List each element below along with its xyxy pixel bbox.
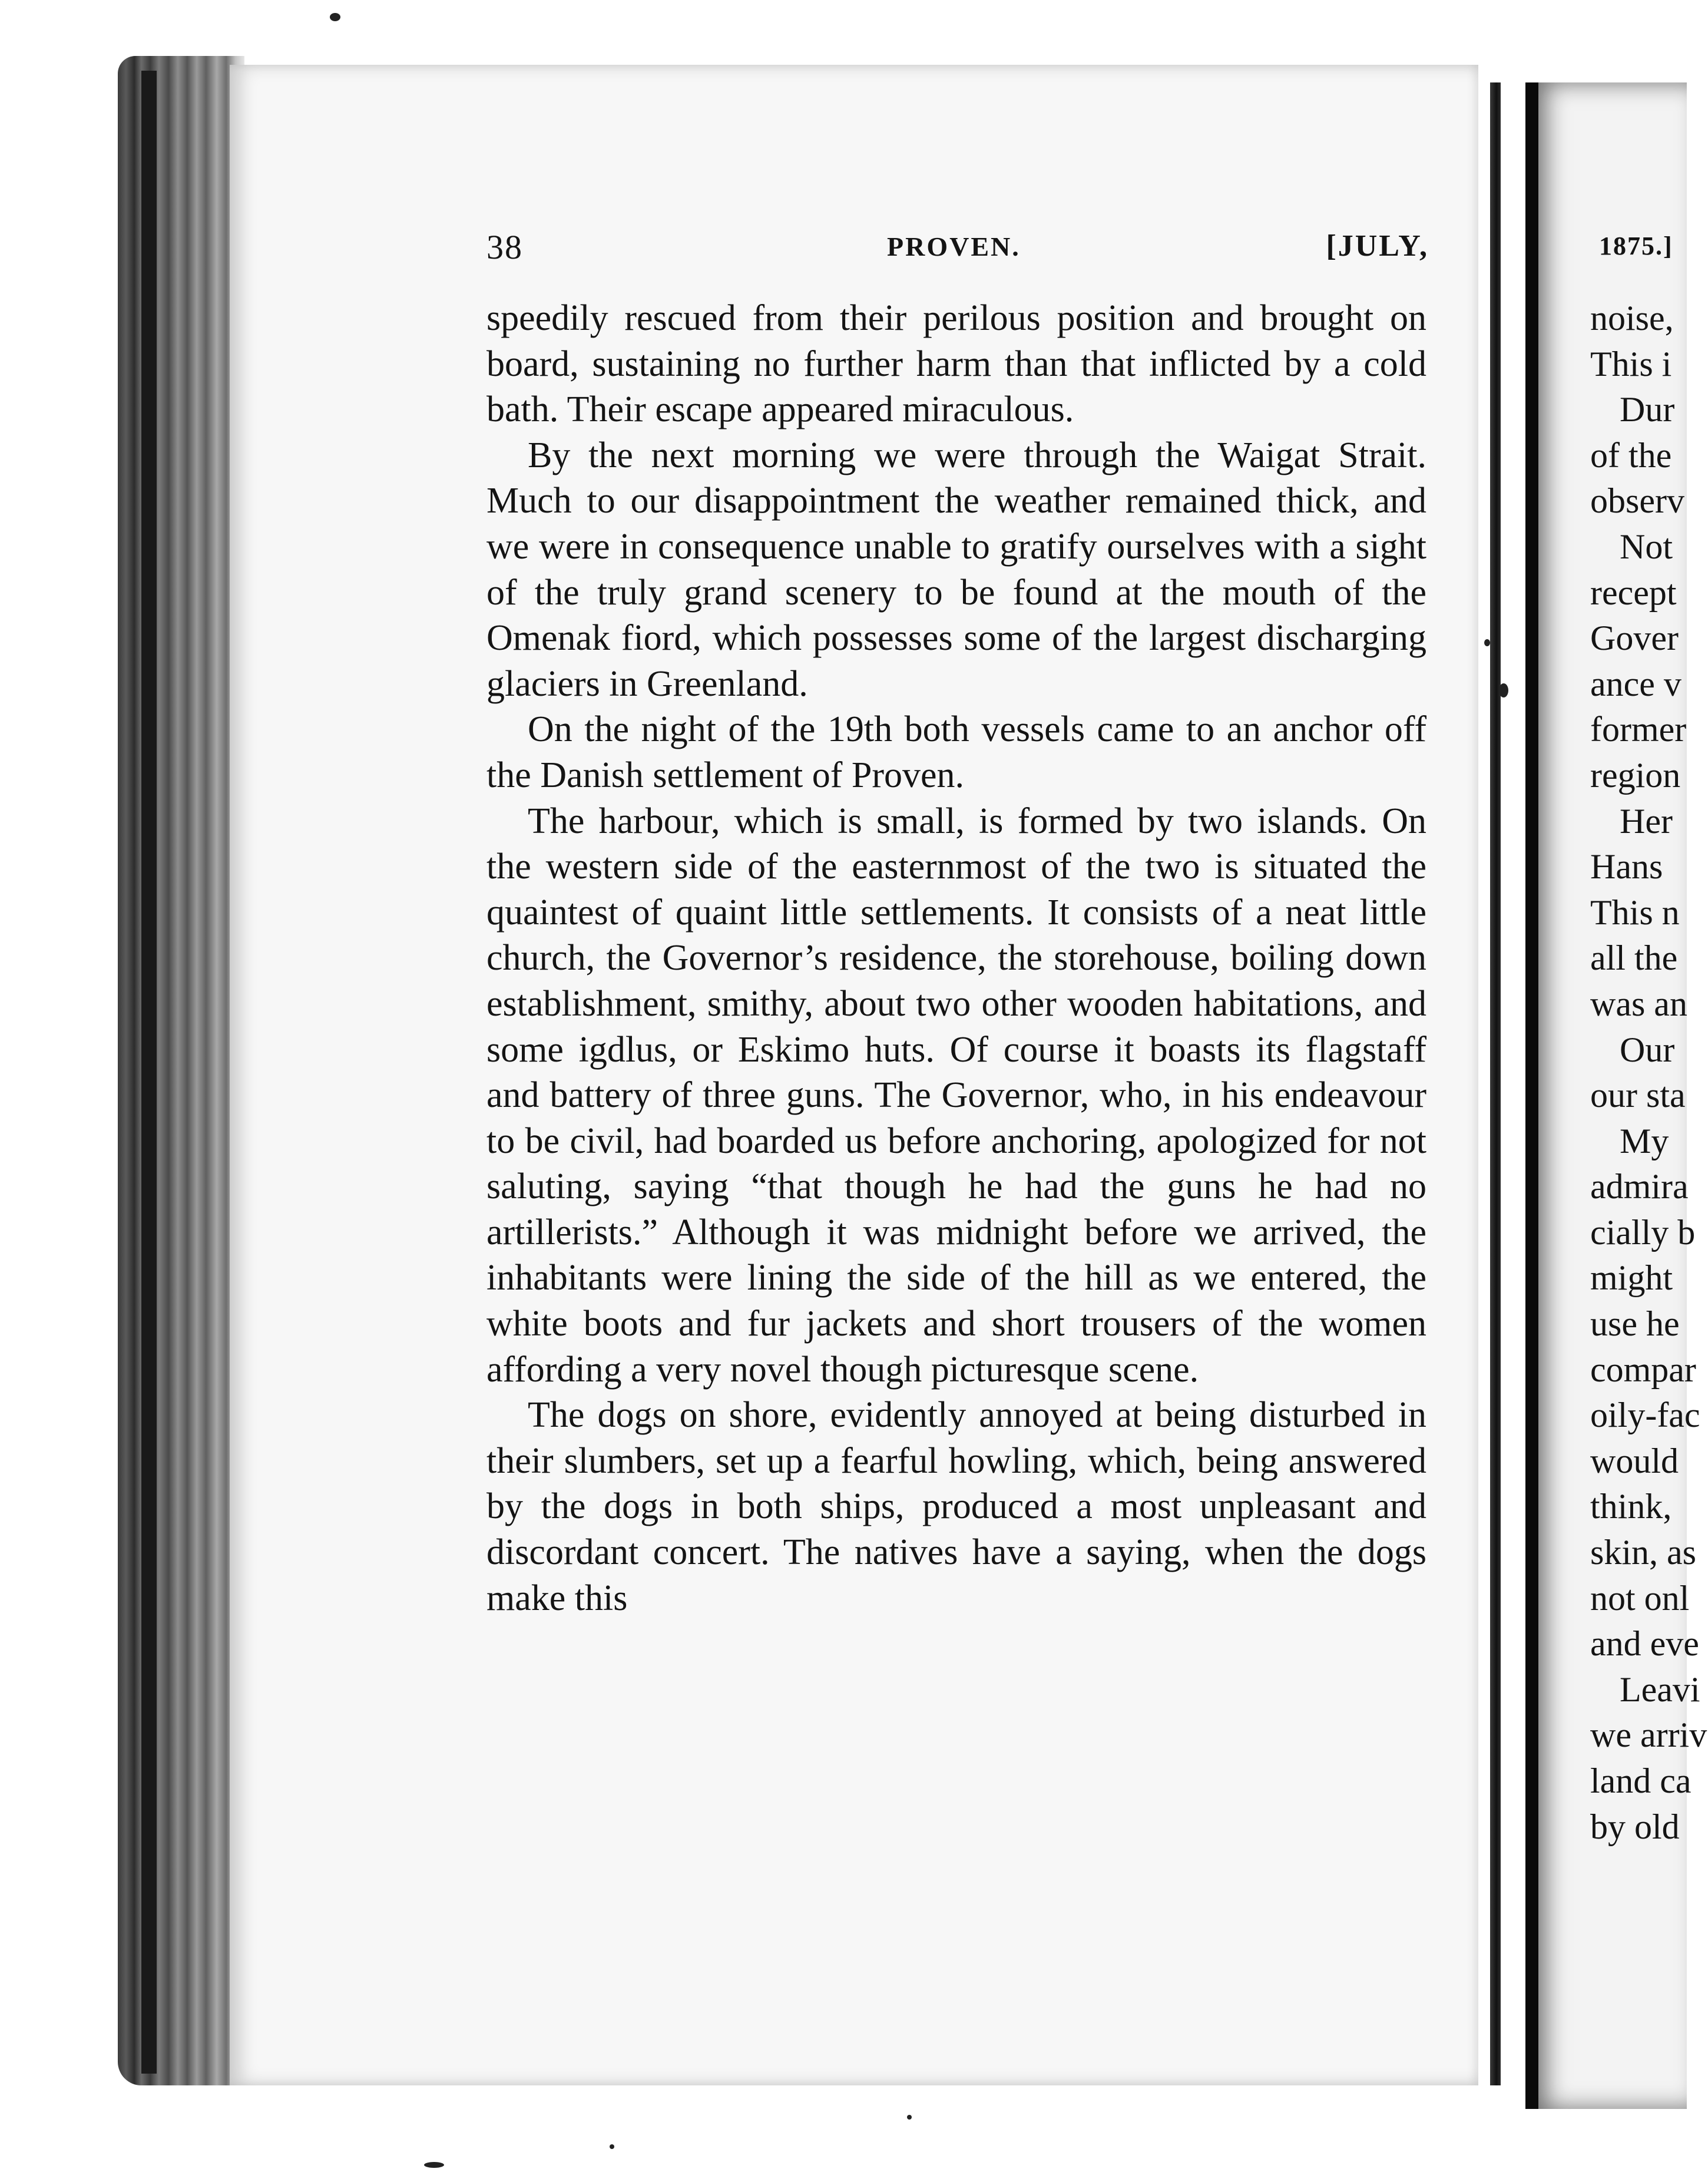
text-line: cially b [1590, 1212, 1696, 1252]
page-stack-shadow [141, 71, 157, 2074]
body-text [486, 296, 1426, 1621]
text-line: This n [1590, 892, 1680, 932]
text-line: Our [1620, 1030, 1675, 1069]
paragraph: By the next morning we were through the Waigat Strait. Much to our disappointment the weather remained thick, and we were in consequence unable to gratify ourselves with a sight of the truly grand scenery to be found at the mouth of the Omenak fiord, which possesses some of the largest discharging glaciers in Greenland. [486, 435, 1426, 704]
text-line: skin, as [1590, 1533, 1696, 1572]
text-line: ance v [1590, 664, 1681, 703]
text-line: was an [1590, 984, 1687, 1023]
text-line: former [1590, 710, 1687, 749]
text-line: observ [1590, 481, 1684, 521]
text-line: Leavi [1620, 1669, 1700, 1709]
text-line: My [1620, 1121, 1669, 1161]
text-line: and eve [1590, 1624, 1699, 1664]
scan-speck [1484, 639, 1490, 646]
text-line: oily-fac [1590, 1396, 1700, 1435]
right-page-text [1590, 296, 1708, 1850]
text-line: we arriv [1590, 1715, 1707, 1755]
page-number: 38 [486, 228, 523, 266]
text-line: Gover [1590, 619, 1679, 658]
paragraph: speedily rescued from their perilous position and brought on board, sustaining no further harm than that inflicted by a cold bath. Their escape appeared miraculous. [486, 298, 1426, 430]
text-line: would [1590, 1441, 1679, 1480]
running-date: [JULY, [1326, 229, 1429, 263]
text-line: compar [1590, 1350, 1696, 1389]
running-title: PROVEN. [887, 232, 1021, 262]
text-line: our sta [1590, 1076, 1686, 1115]
gutter-shadow [1490, 82, 1501, 2085]
text-line: Her [1620, 801, 1673, 841]
paragraph: The dogs on shore, evidently annoyed at being disturbed in their slumbers, set up a fearful howling, which, being answered by the dogs in both ships, produced a most unpleasant and discordant concert. The natives have a saying, when the dogs make this [486, 1395, 1426, 1618]
running-head [486, 227, 1429, 265]
page-stack-edge [118, 56, 244, 2085]
text-line: This i [1590, 344, 1672, 383]
text-line: all the [1590, 938, 1678, 978]
text-line: recept [1590, 573, 1677, 612]
text-line: by old [1590, 1807, 1680, 1846]
scan-speck [610, 2144, 614, 2149]
paragraph: The harbour, which is small, is formed by two islands. On the western side of the easternmost of the two is situated the quaintest of quaint little settlements. It consists of a neat little church, the Governor’s residence, the storehouse, boiling down establishment, smithy, about two other wooden habitations, and some igdlus, or Eskimo huts. Of course it boasts its flagstaff and battery of three guns. The Governor, who, in his endeavour to be civil, had boarded us before anchoring, apologized for not saluting, saying “that though he had the guns he had no artillerists.” Although it was midnight before we arrived, the inhabitants were lining the side of the hill as we entered, the white boots and fur jackets and short trousers of the women affording a very novel though picturesque scene. [486, 801, 1426, 1390]
text-line: of the [1590, 435, 1672, 475]
text-line: not onl [1590, 1578, 1690, 1618]
text-line: think, [1590, 1487, 1672, 1526]
text-line: noise, [1590, 299, 1674, 338]
scan-speck [424, 2162, 444, 2168]
text-line: admira [1590, 1167, 1689, 1206]
right-running-date: 1875.] [1599, 232, 1673, 260]
scan-speck [907, 2115, 912, 2120]
text-line: region [1590, 755, 1681, 795]
text-line: Hans [1590, 847, 1663, 887]
scan-speck [330, 13, 340, 21]
text-line: land ca [1590, 1761, 1692, 1800]
paragraph: On the night of the 19th both vessels came to an anchor off the Danish settlement of Proven. [486, 709, 1426, 795]
right-page-edge [1525, 82, 1538, 2109]
gutter [1478, 56, 1531, 2100]
text-line: might [1590, 1258, 1673, 1298]
text-line: Not [1620, 527, 1673, 566]
scan-speck [1499, 683, 1508, 697]
text-line: Dur [1620, 390, 1675, 429]
text-line: use he [1590, 1304, 1680, 1344]
